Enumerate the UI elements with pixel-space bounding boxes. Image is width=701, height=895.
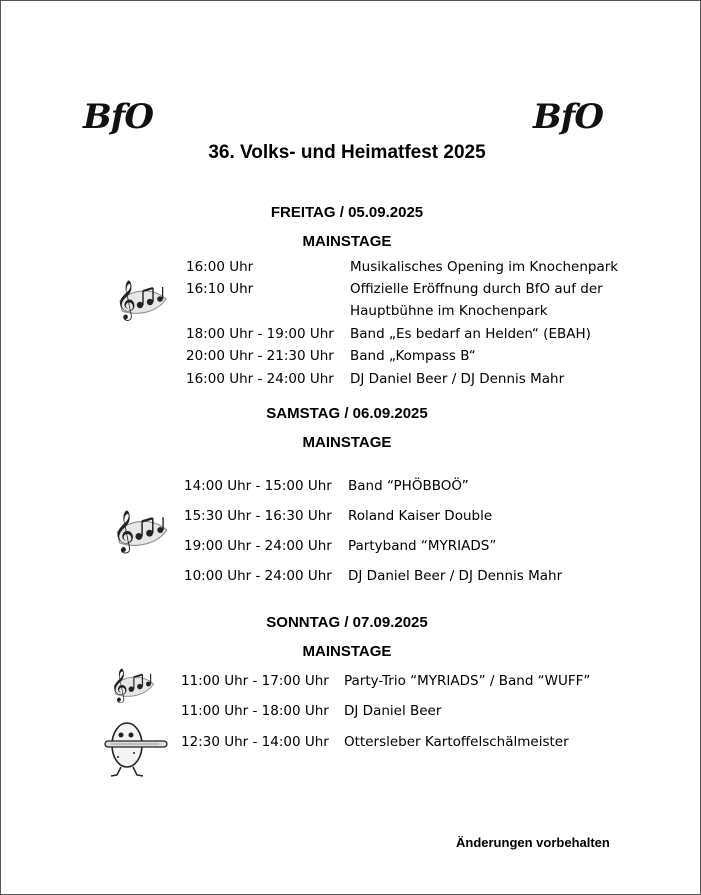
event-cell: Offizielle Eröffnung durch BfO auf der <box>350 281 603 297</box>
music-notes-icon <box>114 271 170 327</box>
event-cell: Partyband “MYRIADS” <box>348 538 497 554</box>
svg-text:𝄞: 𝄞 <box>113 508 135 552</box>
event-cell: Musikalisches Opening im Knochenpark <box>350 259 619 275</box>
day-heading-sunday: SONNTAG / 07.09.2025 <box>266 614 428 631</box>
day-heading-friday: FREITAG / 05.09.2025 <box>270 204 424 221</box>
time-cell: 16:10 Uhr <box>186 281 254 297</box>
time-cell: 18:00 Uhr - 19:00 Uhr <box>186 326 334 342</box>
page-title: 36. Volks- und Heimatfest 2025 <box>208 142 486 163</box>
changes-reserved-note: Änderungen vorbehalten <box>456 835 610 850</box>
stage-heading-saturday: MAINSTAGE <box>302 434 392 451</box>
time-cell: 16:00 Uhr - 24:00 Uhr <box>186 371 334 387</box>
event-cell: Roland Kaiser Double <box>348 508 493 524</box>
event-cell: Party-Trio “MYRIADS” / Band “WUFF” <box>344 673 591 689</box>
event-cell: Band „Kompass B“ <box>350 348 476 364</box>
time-cell: 11:00 Uhr - 18:00 Uhr <box>181 703 329 719</box>
event-cell: Ottersleber Kartoffelschälmeister <box>344 734 569 750</box>
event-cell: DJ Daniel Beer / DJ Dennis Mahr <box>348 568 563 584</box>
svg-text:𝄞: 𝄞 <box>110 667 128 702</box>
day-heading-saturday: SAMSTAG / 06.09.2025 <box>266 405 428 422</box>
time-cell: 20:00 Uhr - 21:30 Uhr <box>186 348 334 364</box>
time-cell: 11:00 Uhr - 17:00 Uhr <box>181 673 329 689</box>
event-cell: Band „Es bedarf an Helden“ (EBAH) <box>350 326 591 342</box>
music-notes-icon <box>109 659 157 709</box>
time-cell: 16:00 Uhr <box>186 259 254 275</box>
svg-text:𝄞: 𝄞 <box>116 280 137 320</box>
time-cell: 14:00 Uhr - 15:00 Uhr <box>184 478 332 494</box>
time-cell: 12:30 Uhr - 14:00 Uhr <box>181 734 329 750</box>
event-cell: Hauptbühne im Knochenpark <box>350 303 548 319</box>
time-cell: 15:30 Uhr - 16:30 Uhr <box>184 508 332 524</box>
event-cell: DJ Daniel Beer / DJ Dennis Mahr <box>350 371 565 387</box>
bfo-logo-right: BfO <box>533 97 603 137</box>
time-cell: 19:00 Uhr - 24:00 Uhr <box>184 538 332 554</box>
time-cell: 10:00 Uhr - 24:00 Uhr <box>184 568 332 584</box>
stage-heading-sunday: MAINSTAGE <box>302 643 392 660</box>
potato-mascot-icon <box>101 713 171 779</box>
stage-heading-friday: MAINSTAGE <box>302 233 392 250</box>
event-cell: DJ Daniel Beer <box>344 703 442 719</box>
bfo-logo-left: BfO <box>83 97 153 137</box>
music-notes-icon <box>111 499 171 561</box>
event-cell: Band “PHÖBBOÖ” <box>348 478 469 494</box>
